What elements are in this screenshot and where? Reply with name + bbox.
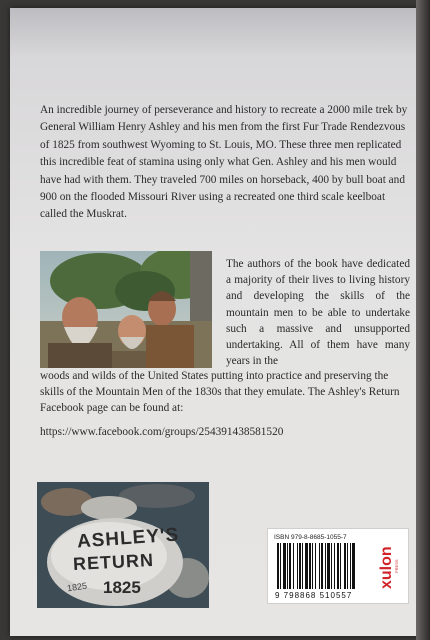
rock-text-year-small: 1825 (66, 580, 88, 594)
rock-text-line1: ASHLEY'S (76, 524, 180, 553)
authors-paragraph-continued: woods and wilds of the United States putting into practice and preserving the skills of the Mountain Men of the 1830s that they emulate. The Ashley's Return Facebook page can be found at: (40, 370, 400, 415)
barcode-bars (277, 543, 367, 589)
svg-text:PRESS: PRESS (394, 559, 399, 573)
intro-paragraph: An incredible journey of perseverance and history to recreate a 2000 mile trek by General William Henry Ashley and his men from the first Fur Trade Rendezvous of 1825 from southwest Wyoming to St. Louis, MO. These three men replicated this incredible feat of stamina using only what Gen. Ashley and his men would have had with them. They traveled 700 miles on horseback, 400 by bull boat and 900 on the flooded Missouri River using a recreated one third scale keelboat called the Muskrat. (40, 104, 408, 221)
rock-photo (37, 482, 209, 608)
barcode-number: 9 798868 510557 (275, 591, 353, 600)
back-cover (10, 8, 422, 636)
isbn-text: ISBN 979-8-8685-1055-7 (274, 534, 347, 541)
authors-photo (40, 251, 212, 368)
rock-text-line2: RETURN (72, 549, 155, 575)
publisher-logo (371, 545, 401, 593)
barcode-label (267, 528, 409, 604)
authors-paragraph: The authors of the book have dedicated a majority of their lives to living history and developing the skills of the mountain men to be able to undertake such a massive and unsupported undertaking. All of them have many years in the (226, 258, 410, 368)
svg-text:xulon: xulon (378, 546, 395, 589)
facebook-url[interactable]: https://www.facebook.com/groups/254391438581520 (40, 426, 284, 438)
rock-text-year: 1825 (103, 578, 141, 597)
book-spine-edge (416, 0, 430, 640)
